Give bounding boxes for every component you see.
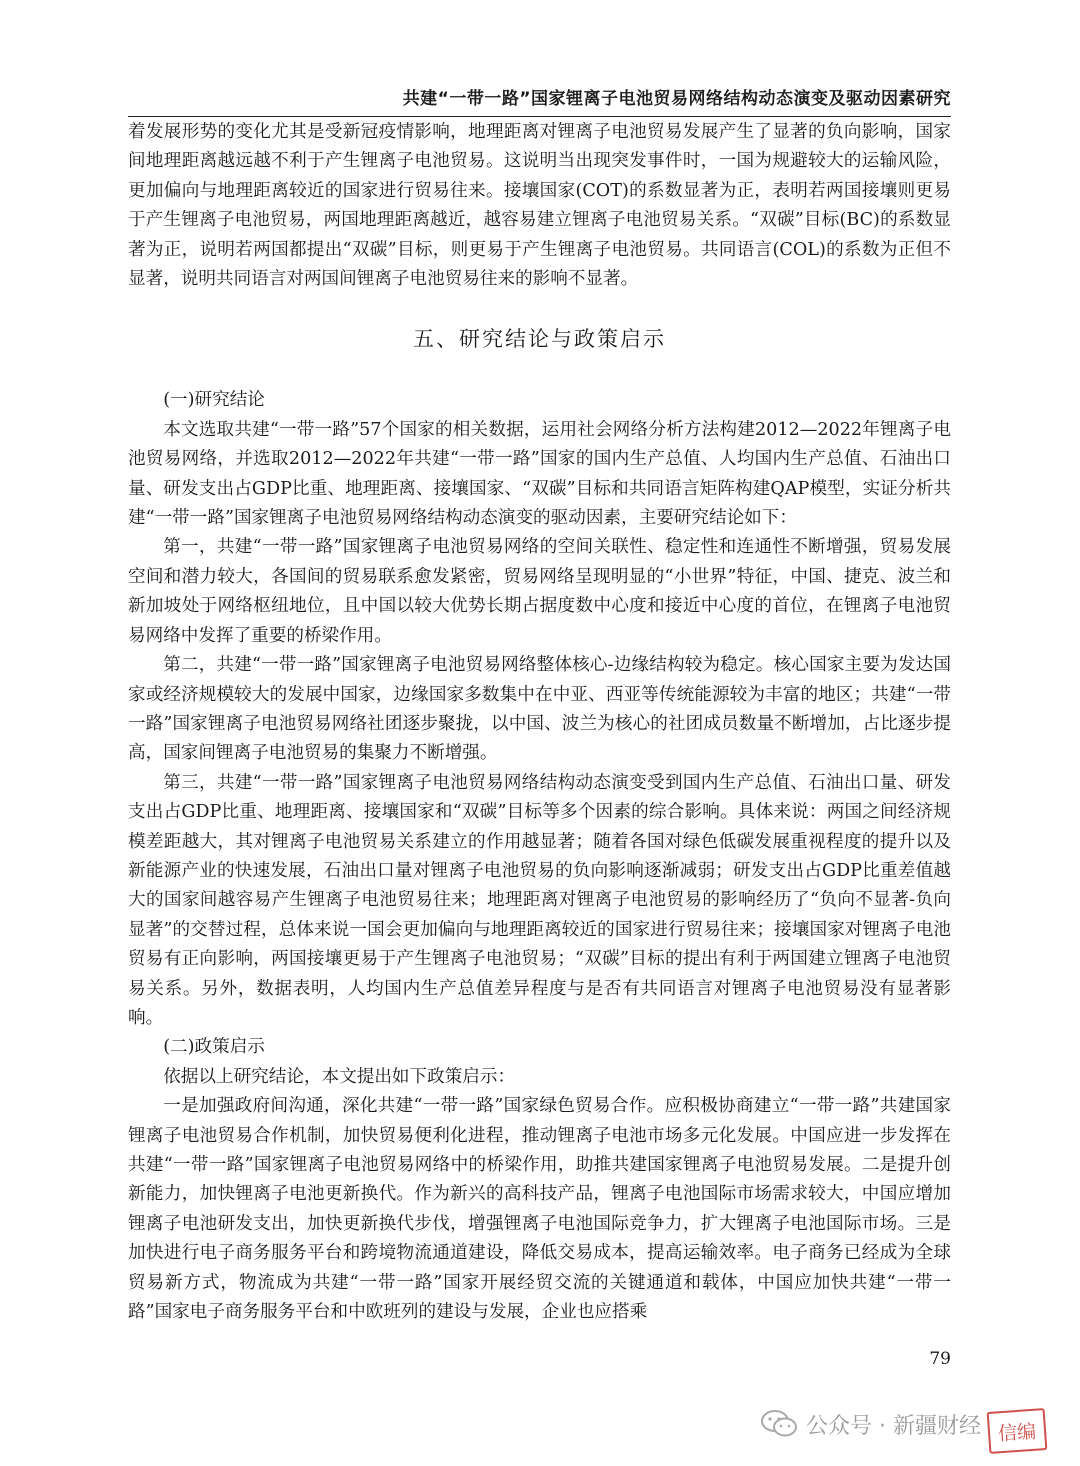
- paragraph: 第一，共建“一带一路”国家锂离子电池贸易网络的空间关联性、稳定性和连通性不断增强，贸易发展空间和潜力较大，各国间的贸易联系愈发紧密，贸易网络呈现明显的“小世界”特征，中国、捷克、波兰和新加坡处于网络枢纽地位，且中国以较大优势长期占据度数中心度和接近中心度的首位，在锂离子电池贸易网络中发挥了重要的桥梁作用。: [128, 537, 951, 646]
- paragraph: 第三，共建“一带一路”国家锂离子电池贸易网络结构动态演变受到国内生产总值、石油出口量、研发支出占GDP比重、地理距离、接壤国家和“双碳”目标等多个因素的综合影响。具体来说：两国之间经济规模差距越大，其对锂离子电池贸易关系建立的作用越显著；随着各国对绿色低碳发展重视程度的提升以及新能源产业的快速发展，石油出口量对锂离子电池贸易的负向影响逐渐减弱；研发支出占GDP比重差值越大的国家间越容易产生锂离子电池贸易往来；地理距离对锂离子电池贸易的影响经历了“负向不显著-负向显著”的交替过程，总体来说一国会更加偏向与地理距离较近的国家进行贸易往来；接壤国家对锂离子电池贸易有正向影响，两国接壤更易于产生锂离子电池贸易；“双碳”目标的提出有利于两国建立锂离子电池贸易关系。另外，数据表明，人均国内生产总值差异程度与是否有共同语言对锂离子电池贸易没有显著影响。: [128, 772, 951, 1028]
- subsection-heading: (二)政策启示: [163, 1037, 265, 1058]
- watermark: [760, 1404, 981, 1444]
- paragraph: 依据以上研究结论，本文提出如下政策启示：: [163, 1066, 516, 1087]
- paragraph: 着发展形势的变化尤其是受新冠疫情影响，地理距离对锂离子电池贸易发展产生了显著的负向影响，国家间地理距离越远越不利于产生锂离子电池贸易。这说明当出现突发事件时，一国为规避较大的运输风险，更加偏向与地理距离较近的国家进行贸易往来。接壤国家(COT)的系数显著为正，表明若两国接壤则更易于产生锂离子电池贸易，两国地理距离越近，越容易建立锂离子电池贸易关系。“双碳”目标(BC)的系数显著为正，说明若两国都提出“双碳”目标，则更易于产生锂离子电池贸易。共同语言(COL)的系数为正但不显著，说明共同语言对两国间锂离子电池贸易往来的影响不显著。: [128, 122, 951, 290]
- body-text: [128, 118, 951, 1327]
- page-number: 79: [929, 1349, 951, 1369]
- red-stamp: 信编: [987, 1408, 1048, 1454]
- header-rule: [128, 116, 951, 117]
- paragraph: 本文选取共建“一带一路”57个国家的相关数据，运用社会网络分析方法构建2012—2022年锂离子电池贸易网络，并选取2012—2022年共建“一带一路”国家的国内生产总值、人均国内生产总值、石油出口量、研发支出占GDP比重、地理距离、接壤国家、“双碳”目标和共同语言矩阵构建QAP模型，实证分析共建“一带一路”国家锂离子电池贸易网络结构动态演变的驱动因素，主要研究结论如下：: [128, 419, 951, 529]
- watermark-text: 公众号 · 新疆财经: [806, 1413, 981, 1439]
- subsection-heading: (一)研究结论: [163, 390, 265, 411]
- paragraph: 第二，共建“一带一路”国家锂离子电池贸易网络整体核心-边缘结构较为稳定。核心国家主要为发达国家或经济规模较大的发展中国家，边缘国家多数集中在中亚、西亚等传统能源较为丰富的地区；共建“一带一路”国家锂离子电池贸易网络社团逐步聚拢，以中国、波兰为核心的社团成员数量不断增加，占比逐步提高，国家间锂离子电池贸易的集聚力不断增强。: [128, 655, 951, 764]
- wechat-icon: [760, 1409, 798, 1439]
- running-head: 共建“一带一路”国家锂离子电池贸易网络结构动态演变及驱动因素研究: [402, 89, 951, 109]
- paragraph: 一是加强政府间沟通，深化共建“一带一路”国家绿色贸易合作。应积极协商建立“一带一路”共建国家锂离子电池贸易合作机制，加快贸易便利化进程，推动锂离子电池市场多元化发展。中国应进一步发挥在共建“一带一路”国家锂离子电池贸易网络中的桥梁作用，助推共建国家锂离子电池贸易发展。二是提升创新能力，加快锂离子电池更新换代。作为新兴的高科技产品，锂离子电池国际市场需求较大，中国应增加锂离子电池研发支出，加快更新换代步伐，增强锂离子电池国际竞争力，扩大锂离子电池国际市场。三是加快进行电子商务服务平台和跨境物流通道建设，降低交易成本，提高运输效率。电子商务已经成为全球贸易新方式，物流成为共建“一带一路”国家开展经贸交流的关键通道和载体，中国应加快共建“一带一路”国家电子商务服务平台和中欧班列的建设与发展，企业也应搭乘: [128, 1096, 951, 1323]
- section-title: 五、研究结论与政策启示: [413, 327, 666, 352]
